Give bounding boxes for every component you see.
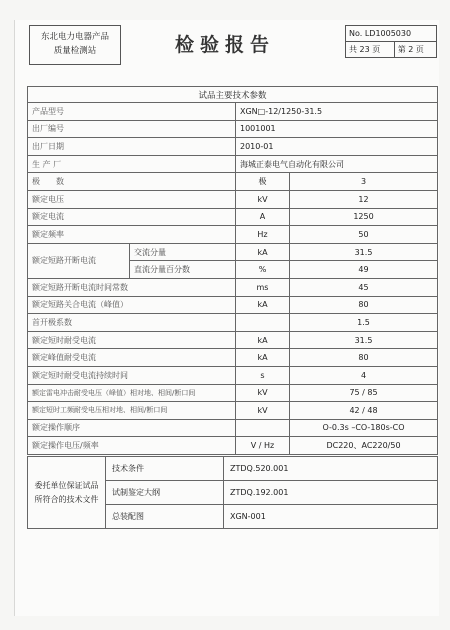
param-label: 额定短路开断电流时间常数: [28, 278, 236, 296]
table-row: [28, 190, 438, 208]
param-label: 额定雷电冲击耐受电压（峰值）相对地、相间/断口间: [28, 384, 236, 402]
table-row: [28, 384, 438, 402]
param-label: 出厂日期: [28, 138, 236, 156]
param-value: 1001001: [236, 120, 438, 138]
param-value: 80: [290, 349, 438, 367]
document-name: 技术条件: [106, 457, 224, 481]
table-row: [28, 120, 438, 138]
table-row: [28, 226, 438, 244]
pages-total: 共 23 页: [346, 42, 395, 58]
report-header: [15, 20, 439, 84]
param-label: 额定频率: [28, 226, 236, 244]
param-value: DC220、AC220/50: [290, 437, 438, 455]
param-value: 75 / 85: [290, 384, 438, 402]
param-value: 31.5: [290, 331, 438, 349]
table-row: [28, 437, 438, 455]
param-label: 极 数: [28, 173, 236, 191]
param-value: 1250: [290, 208, 438, 226]
param-sublabel: 交流分量: [130, 243, 236, 261]
param-value: 42 / 48: [290, 402, 438, 420]
param-unit: [236, 419, 290, 437]
param-label: 额定短时耐受电流持续时间: [28, 366, 236, 384]
param-value: O-0.3s –CO-180s-CO: [290, 419, 438, 437]
org-box: [29, 25, 121, 65]
param-label: 额定短路开断电流: [28, 243, 130, 278]
param-label: 额定短路关合电流（峰值）: [28, 296, 236, 314]
param-value: 45: [290, 278, 438, 296]
table-row: [28, 278, 438, 296]
table-row: [28, 314, 438, 332]
param-unit: V / Hz: [236, 437, 290, 455]
table-row: [28, 243, 438, 261]
document-value: ZTDQ.192.001: [224, 481, 438, 505]
document-name: 总装配图: [106, 505, 224, 529]
page-current: 第 2 页: [394, 42, 436, 58]
param-label: 额定操作电压/频率: [28, 437, 236, 455]
param-value: 2010-01: [236, 138, 438, 156]
param-value: 1.5: [290, 314, 438, 332]
param-unit: kV: [236, 402, 290, 420]
report-title: 检验报告: [174, 34, 275, 56]
table-caption: 试品主要技术参数: [28, 87, 438, 103]
table-row: [28, 457, 438, 481]
param-value: 海城正泰电气自动化有限公司: [236, 155, 438, 173]
param-label: 出厂编号: [28, 120, 236, 138]
technical-documents-table: [27, 456, 438, 529]
report-number-table: [345, 25, 437, 58]
table-row: [28, 349, 438, 367]
report-number: No. LD1005030: [346, 26, 437, 42]
parameters-table: [27, 86, 438, 455]
param-label: 额定短时耐受电流: [28, 331, 236, 349]
param-value: 4: [290, 366, 438, 384]
document-name: 试制鉴定大纲: [106, 481, 224, 505]
param-unit: kA: [236, 296, 290, 314]
documents-label-line2: 所符合的技术文件: [34, 494, 99, 504]
param-unit: kA: [236, 331, 290, 349]
param-unit: s: [236, 366, 290, 384]
org-name-line2: 质量检测站: [53, 46, 97, 56]
param-value: 80: [290, 296, 438, 314]
param-unit: kA: [236, 349, 290, 367]
param-value: 50: [290, 226, 438, 244]
param-unit: %: [236, 261, 290, 279]
param-label: 额定峰值耐受电流: [28, 349, 236, 367]
report-sheet: [14, 20, 439, 616]
table-row: [28, 155, 438, 173]
param-unit: 极: [236, 173, 290, 191]
param-unit: Hz: [236, 226, 290, 244]
param-unit: kV: [236, 384, 290, 402]
table-row: [28, 138, 438, 156]
param-value: XGN□-12/1250-31.5: [236, 103, 438, 121]
document-value: XGN-001: [224, 505, 438, 529]
param-unit: ms: [236, 278, 290, 296]
org-name-line1: 东北电力电器产品: [40, 32, 109, 42]
param-label: 额定操作顺序: [28, 419, 236, 437]
param-label: 额定短时工频耐受电压相对地、相间/断口间: [28, 402, 236, 420]
documents-label: [28, 457, 106, 529]
param-unit: A: [236, 208, 290, 226]
table-row: [28, 296, 438, 314]
param-value: 3: [290, 173, 438, 191]
table-row: [28, 103, 438, 121]
param-label: 产品型号: [28, 103, 236, 121]
param-value: 12: [290, 190, 438, 208]
table-row: [28, 419, 438, 437]
table-row: [28, 366, 438, 384]
table-row: [28, 331, 438, 349]
table-row: [28, 208, 438, 226]
param-label: 额定电流: [28, 208, 236, 226]
param-label: 生 产 厂: [28, 155, 236, 173]
document-value: ZTDQ.520.001: [224, 457, 438, 481]
table-row: [28, 173, 438, 191]
param-sublabel: 直流分量百分数: [130, 261, 236, 279]
param-value: 31.5: [290, 243, 438, 261]
param-unit: kV: [236, 190, 290, 208]
param-unit: kA: [236, 243, 290, 261]
table-row: [28, 402, 438, 420]
documents-label-line1: 委托单位保证试品: [34, 480, 99, 490]
param-value: 49: [290, 261, 438, 279]
param-label: 首开极系数: [28, 314, 236, 332]
param-label: 额定电压: [28, 190, 236, 208]
param-unit: [236, 314, 290, 332]
